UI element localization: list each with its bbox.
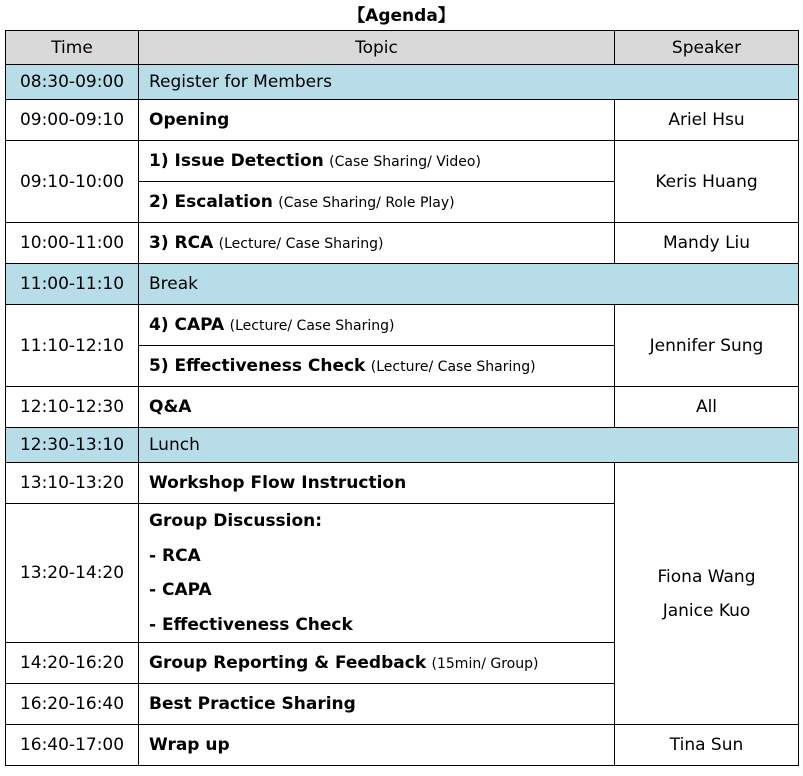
- speaker-name: Janice Kuo: [662, 600, 751, 621]
- topic-cell: [139, 504, 615, 643]
- speaker-cell: All: [615, 387, 799, 428]
- discussion-item: - RCA: [149, 545, 201, 566]
- speaker-cell: Jennifer Sung: [615, 305, 799, 387]
- topic-note: (Lecture/ Case Sharing): [370, 359, 536, 375]
- time-cell: 11:10-12:10: [6, 305, 139, 387]
- topic-cell: [139, 305, 615, 346]
- topic-cell: Register for Members: [139, 65, 799, 100]
- topic-cell: [139, 141, 615, 182]
- table-row: [6, 223, 799, 264]
- header-topic: Topic: [139, 31, 615, 65]
- time-cell: 16:40-17:00: [6, 725, 139, 766]
- time-cell: 12:30-13:10: [6, 428, 139, 463]
- speaker-cell: Ariel Hsu: [615, 100, 799, 141]
- topic-cell: [139, 182, 615, 223]
- discussion-heading: Group Discussion:: [149, 511, 323, 531]
- topic-label: Group Reporting & Feedback: [149, 653, 427, 673]
- topic-cell: [139, 643, 615, 684]
- topic-label: 4) CAPA: [149, 315, 225, 335]
- topic-cell: [139, 223, 615, 264]
- table-row: [6, 65, 799, 100]
- time-cell: 12:10-12:30: [6, 387, 139, 428]
- topic-note: (15min/ Group): [431, 656, 539, 672]
- time-cell: 14:20-16:20: [6, 643, 139, 684]
- topic-note: (Lecture/ Case Sharing): [229, 318, 395, 334]
- time-cell: 10:00-11:00: [6, 223, 139, 264]
- topic-cell: Q&A: [139, 387, 615, 428]
- table-row: [6, 725, 799, 766]
- time-cell: 11:00-11:10: [6, 264, 139, 305]
- topic-label: 3) RCA: [149, 233, 214, 253]
- topic-cell: Opening: [139, 100, 615, 141]
- table-row: [6, 387, 799, 428]
- topic-cell: [139, 346, 615, 387]
- speaker-cell: Mandy Liu: [615, 223, 799, 264]
- table-row: [6, 100, 799, 141]
- table-row: [6, 141, 799, 182]
- topic-cell: Wrap up: [139, 725, 615, 766]
- table-row: [6, 428, 799, 463]
- time-cell: 13:10-13:20: [6, 463, 139, 504]
- speaker-cell: Tina Sun: [615, 725, 799, 766]
- discussion-item: - CAPA: [149, 580, 212, 600]
- topic-cell: Best Practice Sharing: [139, 684, 615, 725]
- table-row: [6, 264, 799, 305]
- header-row: [6, 31, 799, 65]
- time-cell: 09:10-10:00: [6, 141, 139, 223]
- agenda-title: 【Agenda】: [348, 6, 455, 26]
- topic-label: 2) Escalation: [149, 192, 273, 212]
- topic-cell: Lunch: [139, 428, 799, 463]
- topic-note: (Case Sharing/ Role Play): [278, 195, 455, 211]
- header-speaker: Speaker: [615, 31, 799, 65]
- discussion-item: - Effectiveness Check: [149, 614, 353, 635]
- speaker-cell: [615, 463, 799, 725]
- topic-label: 1) Issue Detection: [149, 151, 324, 171]
- topic-note: (Lecture/ Case Sharing): [218, 236, 384, 252]
- table-row: [6, 305, 799, 346]
- topic-cell: Break: [139, 264, 799, 305]
- topic-note: (Case Sharing/ Video): [329, 154, 481, 170]
- time-cell: 09:00-09:10: [6, 100, 139, 141]
- speaker-cell: Keris Huang: [615, 141, 799, 223]
- topic-cell: Workshop Flow Instruction: [139, 463, 615, 504]
- agenda-table: [5, 30, 799, 766]
- header-time: Time: [6, 31, 139, 65]
- time-cell: 16:20-16:40: [6, 684, 139, 725]
- topic-label: 5) Effectiveness Check: [149, 356, 366, 376]
- speaker-name: Fiona Wang: [657, 566, 756, 587]
- time-cell: 13:20-14:20: [6, 504, 139, 643]
- time-cell: 08:30-09:00: [6, 65, 139, 100]
- table-row: [6, 463, 799, 504]
